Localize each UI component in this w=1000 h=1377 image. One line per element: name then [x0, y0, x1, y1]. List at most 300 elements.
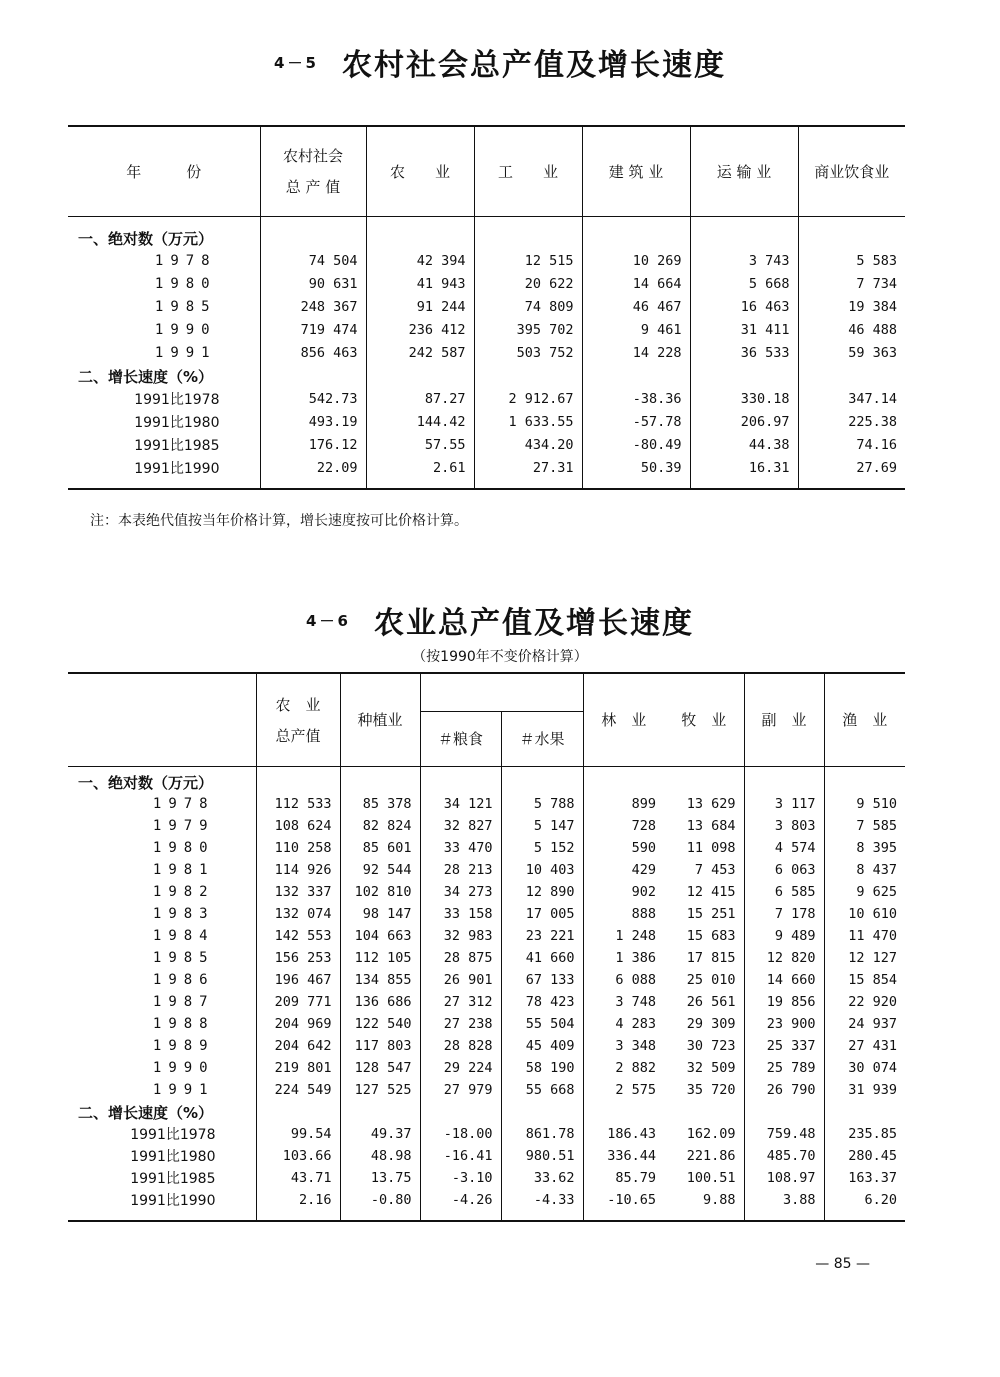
table-row	[68, 387, 905, 410]
data-cell: 108 624	[256, 815, 340, 837]
data-cell: 6 585	[744, 881, 824, 903]
data-cell: 434.20	[474, 433, 582, 456]
data-cell: 48.98	[340, 1145, 420, 1167]
data-cell: 236 412	[366, 318, 474, 341]
data-cell: 57.55	[366, 433, 474, 456]
data-cell: 24 937	[824, 1013, 905, 1035]
data-cell: -38.36	[582, 387, 690, 410]
row-label: 1982	[152, 884, 215, 900]
data-cell: 4 574	[744, 837, 824, 859]
data-cell: 3 743	[690, 249, 798, 272]
data-cell: 31 411	[690, 318, 798, 341]
data-cell: 280.45	[824, 1145, 905, 1167]
t1-header-total-line1: 农村社会	[282, 147, 343, 166]
table2-title: 农业总产值及增长速度	[373, 606, 694, 641]
data-cell: 28 213	[420, 859, 501, 881]
row-label: 1979	[152, 818, 215, 834]
data-cell: 27 312	[420, 991, 501, 1013]
data-cell: 248 367	[260, 295, 366, 318]
data-cell: 888	[583, 903, 664, 925]
data-cell: 162.09	[686, 1126, 736, 1142]
t2-header-stub	[68, 673, 256, 766]
data-cell: 74.16	[798, 433, 905, 456]
section-row	[68, 364, 905, 387]
data-cell: 132 074	[256, 903, 340, 925]
section-heading: 二、增长速度（%）	[78, 1104, 214, 1122]
empty-cell	[340, 1211, 420, 1221]
data-cell: 103.66	[256, 1145, 340, 1167]
table1-title: 农村社会总产值及增长速度	[341, 48, 726, 83]
t2-header-sideline: 副 业	[744, 673, 824, 766]
table-row	[68, 991, 905, 1013]
data-cell: 10 269	[582, 249, 690, 272]
data-cell: 1 633.55	[474, 410, 582, 433]
data-cell: 22.09	[260, 456, 366, 479]
data-cell: 91 244	[366, 295, 474, 318]
data-cell: 132 337	[256, 881, 340, 903]
section-heading: 二、增长速度（%）	[78, 368, 214, 386]
table-row	[68, 1057, 905, 1079]
table-row	[68, 272, 905, 295]
data-cell: 90 631	[260, 272, 366, 295]
data-cell: 34 273	[420, 881, 501, 903]
data-cell: -16.41	[420, 1145, 501, 1167]
data-cell: 108.97	[744, 1167, 824, 1189]
empty-cell	[824, 766, 905, 793]
data-cell: 12 890	[501, 881, 583, 903]
data-cell: 49.37	[340, 1123, 420, 1145]
data-cell: 46 467	[582, 295, 690, 318]
table-row	[68, 295, 905, 318]
data-cell: 224 549	[256, 1079, 340, 1101]
t2-header-crops-sub-spacer	[420, 673, 583, 711]
table-row	[68, 1079, 905, 1101]
data-cell: 163.37	[824, 1167, 905, 1189]
row-label: 1991比1980	[130, 1149, 216, 1165]
section-heading: 一、绝对数（万元）	[78, 230, 214, 248]
data-cell: 395 702	[474, 318, 582, 341]
data-cell: 12 515	[474, 249, 582, 272]
empty-cell	[798, 216, 905, 249]
data-cell: 112 105	[340, 947, 420, 969]
data-cell: 2.61	[366, 456, 474, 479]
data-cell: 36 533	[690, 341, 798, 364]
data-cell: 7 734	[798, 272, 905, 295]
table1-number: 4－5	[274, 53, 319, 72]
row-label: 1991比1980	[134, 414, 220, 431]
data-cell: -0.80	[340, 1189, 420, 1211]
data-cell: -80.49	[582, 433, 690, 456]
data-cell: 16.31	[690, 456, 798, 479]
table-row	[68, 249, 905, 272]
data-cell: 25 789	[744, 1057, 824, 1079]
data-cell: 186.43	[583, 1123, 664, 1145]
data-cell: 74 809	[474, 295, 582, 318]
table-row	[68, 969, 905, 991]
data-cell: 29 224	[420, 1057, 501, 1079]
data-cell: 31 939	[824, 1079, 905, 1101]
row-label: 1984	[152, 928, 215, 944]
data-cell: 759.48	[744, 1123, 824, 1145]
row-label: 1980	[154, 275, 217, 292]
data-cell: 204 969	[256, 1013, 340, 1035]
t1-header-year: 年 份	[126, 162, 202, 181]
data-cell: 26 561	[686, 994, 736, 1010]
empty-cell	[798, 364, 905, 387]
row-label: 1990	[154, 321, 217, 338]
data-cell: 114 926	[256, 859, 340, 881]
empty-cell	[744, 1211, 824, 1221]
data-cell: 35 720	[686, 1082, 736, 1098]
data-cell: 902	[583, 881, 664, 903]
empty-cell	[474, 364, 582, 387]
data-cell: 30 723	[686, 1038, 736, 1054]
data-cell: 32 983	[420, 925, 501, 947]
data-cell: 12 415	[686, 884, 736, 900]
data-cell: 330.18	[690, 387, 798, 410]
t2-header-total-line1: 农 业	[275, 695, 321, 714]
data-cell: 13 684	[686, 818, 736, 834]
data-cell: 6 088	[583, 969, 664, 991]
empty-cell	[744, 1101, 824, 1123]
data-cell: 11 470	[824, 925, 905, 947]
data-cell: 27.69	[798, 456, 905, 479]
data-cell: 29 309	[686, 1016, 736, 1032]
data-cell: 3 348	[583, 1035, 664, 1057]
data-cell: 9 461	[582, 318, 690, 341]
table-row	[68, 793, 905, 815]
empty-cell	[798, 479, 905, 489]
data-cell: 590	[583, 837, 664, 859]
data-cell: 117 803	[340, 1035, 420, 1057]
data-cell: 33 158	[420, 903, 501, 925]
data-cell: 46 488	[798, 318, 905, 341]
row-label: 1991比1990	[130, 1193, 216, 1209]
data-cell: 30 074	[824, 1057, 905, 1079]
table2-subtitle: （按1990年不变价格计算）	[412, 649, 588, 665]
spacer-row	[68, 1211, 905, 1221]
page-number: — 85 —	[815, 1256, 870, 1272]
table-row	[68, 925, 905, 947]
data-cell: -4.26	[420, 1189, 501, 1211]
data-cell: 13 629	[686, 796, 736, 812]
data-cell: 3.88	[744, 1189, 824, 1211]
row-label: 1990	[152, 1060, 215, 1076]
data-cell: 32 509	[686, 1060, 736, 1076]
row-label: 1978	[152, 796, 215, 812]
t1-header-commerce: 商业饮食业	[798, 126, 905, 216]
data-cell: 17 005	[501, 903, 583, 925]
data-cell: 33.62	[501, 1167, 583, 1189]
table-row	[68, 837, 905, 859]
data-cell: 485.70	[744, 1145, 824, 1167]
empty-cell	[690, 364, 798, 387]
data-cell: 7 453	[694, 862, 736, 878]
data-cell: 27.31	[474, 456, 582, 479]
data-cell: 5 788	[501, 793, 583, 815]
data-cell: 899	[583, 793, 664, 815]
data-cell: -10.65	[583, 1189, 664, 1211]
t2-header-fishery: 渔 业	[824, 673, 905, 766]
data-cell: 42 394	[366, 249, 474, 272]
section-row	[68, 216, 905, 249]
table-row	[68, 903, 905, 925]
data-cell: 856 463	[260, 341, 366, 364]
table-row	[68, 881, 905, 903]
data-cell: 728	[583, 815, 664, 837]
data-cell: 6 063	[744, 859, 824, 881]
empty-cell	[260, 364, 366, 387]
data-cell: 45 409	[501, 1035, 583, 1057]
empty-cell	[501, 766, 583, 793]
data-cell: 82 824	[340, 815, 420, 837]
data-cell: 3 117	[744, 793, 824, 815]
t2-header-total	[256, 673, 340, 766]
t1-header-total-line2: 总 产 值	[285, 178, 341, 197]
empty-cell	[68, 479, 260, 489]
empty-cell	[340, 766, 420, 793]
t2-header-total-line2: 总产值	[275, 726, 321, 745]
row-label: 1987	[152, 994, 215, 1010]
data-cell: 221.86	[686, 1148, 736, 1164]
data-cell: 429	[583, 859, 664, 881]
empty-cell	[824, 1101, 905, 1123]
table1	[68, 125, 905, 490]
data-cell: 23 221	[501, 925, 583, 947]
empty-cell	[256, 1211, 340, 1221]
data-cell: 122 540	[340, 1013, 420, 1035]
data-cell: 26 901	[420, 969, 501, 991]
row-label: 1991比1978	[130, 1127, 216, 1143]
empty-cell	[256, 766, 340, 793]
empty-cell	[664, 1101, 744, 1123]
data-cell: 44.38	[690, 433, 798, 456]
row-label: 1991比1985	[134, 437, 220, 454]
data-cell: 16 463	[690, 295, 798, 318]
data-cell: 19 384	[798, 295, 905, 318]
empty-cell	[824, 1211, 905, 1221]
section-row	[68, 766, 905, 793]
empty-cell	[366, 364, 474, 387]
data-cell: 14 660	[744, 969, 824, 991]
empty-cell	[583, 1101, 664, 1123]
data-cell: -3.10	[420, 1167, 501, 1189]
row-label: 1989	[152, 1038, 215, 1054]
data-cell: 347.14	[798, 387, 905, 410]
empty-cell	[583, 1211, 664, 1221]
data-cell: 27 238	[420, 1013, 501, 1035]
data-cell: 503 752	[474, 341, 582, 364]
row-label: 1983	[152, 906, 215, 922]
table-row	[68, 1145, 905, 1167]
data-cell: 719 474	[260, 318, 366, 341]
row-label: 1991比1978	[134, 391, 220, 408]
data-cell: 6.20	[824, 1189, 905, 1211]
t1-header-construction: 建 筑 业	[582, 126, 690, 216]
data-cell: 156 253	[256, 947, 340, 969]
t2-header-crops: 种植业	[340, 673, 420, 766]
row-label: 1981	[152, 862, 215, 878]
data-cell: 22 920	[824, 991, 905, 1013]
data-cell: 1 248	[583, 925, 664, 947]
empty-cell	[260, 216, 366, 249]
row-label: 1980	[152, 840, 215, 856]
data-cell: 25 337	[744, 1035, 824, 1057]
t1-header-agri: 农 业	[366, 126, 474, 216]
data-cell: 144.42	[366, 410, 474, 433]
data-cell: 7 585	[824, 815, 905, 837]
data-cell: 59 363	[798, 341, 905, 364]
data-cell: 92 544	[340, 859, 420, 881]
table-row	[68, 341, 905, 364]
data-cell: 2 912.67	[474, 387, 582, 410]
table-row	[68, 456, 905, 479]
data-cell: 12 127	[824, 947, 905, 969]
data-cell: 55 504	[501, 1013, 583, 1035]
data-cell: 225.38	[798, 410, 905, 433]
row-label: 1978	[154, 252, 217, 269]
data-cell: 542.73	[260, 387, 366, 410]
table-row	[68, 1013, 905, 1035]
data-cell: 5 152	[501, 837, 583, 859]
table1-title-block	[0, 40, 1000, 84]
data-cell: 74 504	[260, 249, 366, 272]
table-row	[68, 947, 905, 969]
data-cell: 219 801	[256, 1057, 340, 1079]
data-cell: 41 943	[366, 272, 474, 295]
t1-header-transport: 运 输 业	[690, 126, 798, 216]
data-cell: 4 283	[583, 1013, 664, 1035]
data-cell: 980.51	[501, 1145, 583, 1167]
data-cell: 14 664	[582, 272, 690, 295]
data-cell: 23 900	[744, 1013, 824, 1035]
data-cell: 9 510	[824, 793, 905, 815]
empty-cell	[690, 216, 798, 249]
empty-cell	[260, 479, 366, 489]
data-cell: -57.78	[582, 410, 690, 433]
data-cell: 15 251	[686, 906, 736, 922]
empty-cell	[68, 1211, 256, 1221]
data-cell: 13.75	[340, 1167, 420, 1189]
spacer-row	[68, 479, 905, 489]
row-label: 1991	[152, 1082, 215, 1098]
data-cell: 20 622	[474, 272, 582, 295]
data-cell: 3 748	[583, 991, 664, 1013]
t2-header-husbandry: 牧 业	[681, 711, 727, 730]
data-cell: 176.12	[260, 433, 366, 456]
data-cell: 85 601	[340, 837, 420, 859]
data-cell: 128 547	[340, 1057, 420, 1079]
t2-header-forestry: 林 业	[583, 673, 664, 766]
data-cell: 11 098	[686, 840, 736, 856]
data-cell: 9 625	[824, 881, 905, 903]
data-cell: 102 810	[340, 881, 420, 903]
data-cell: 9 489	[744, 925, 824, 947]
data-cell: 110 258	[256, 837, 340, 859]
data-cell: -4.33	[501, 1189, 583, 1211]
data-cell: 196 467	[256, 969, 340, 991]
empty-cell	[366, 479, 474, 489]
table-row	[68, 1035, 905, 1057]
data-cell: 28 875	[420, 947, 501, 969]
data-cell: 19 856	[744, 991, 824, 1013]
empty-cell	[366, 216, 474, 249]
data-cell: 85 378	[340, 793, 420, 815]
data-cell: 26 790	[744, 1079, 824, 1101]
table-row	[68, 433, 905, 456]
data-cell: 2 882	[583, 1057, 664, 1079]
data-cell: 58 190	[501, 1057, 583, 1079]
data-cell: 32 827	[420, 815, 501, 837]
table1-note: 注：本表绝代值按当年价格计算，增长速度按可比价格计算。	[90, 513, 468, 529]
row-label: 1988	[152, 1016, 215, 1032]
table-row	[68, 318, 905, 341]
empty-cell	[582, 216, 690, 249]
data-cell: 50.39	[582, 456, 690, 479]
empty-cell	[474, 216, 582, 249]
table-row	[68, 1167, 905, 1189]
table2-title-block	[0, 598, 1000, 642]
empty-cell	[583, 766, 664, 793]
data-cell: 55 668	[501, 1079, 583, 1101]
empty-cell	[340, 1101, 420, 1123]
empty-cell	[664, 766, 744, 793]
table-row	[68, 410, 905, 433]
data-cell: 85.79	[583, 1167, 664, 1189]
empty-cell	[744, 766, 824, 793]
table2-number: 4－6	[306, 611, 351, 630]
data-cell: 2 575	[583, 1079, 664, 1101]
data-cell: 78 423	[501, 991, 583, 1013]
data-cell: 7 178	[744, 903, 824, 925]
data-cell: 861.78	[501, 1123, 583, 1145]
data-cell: 5 668	[690, 272, 798, 295]
data-cell: 28 828	[420, 1035, 501, 1057]
data-cell: 8 437	[824, 859, 905, 881]
data-cell: 99.54	[256, 1123, 340, 1145]
data-cell: 134 855	[340, 969, 420, 991]
data-cell: 41 660	[501, 947, 583, 969]
data-cell: 5 583	[798, 249, 905, 272]
empty-cell	[664, 1211, 744, 1221]
table-row	[68, 859, 905, 881]
data-cell: 27 431	[824, 1035, 905, 1057]
data-cell: 493.19	[260, 410, 366, 433]
data-cell: -18.00	[420, 1123, 501, 1145]
data-cell: 206.97	[690, 410, 798, 433]
empty-cell	[582, 479, 690, 489]
empty-cell	[420, 766, 501, 793]
section-heading: 一、绝对数（万元）	[78, 774, 214, 792]
data-cell: 127 525	[340, 1079, 420, 1101]
empty-cell	[256, 1101, 340, 1123]
data-cell: 9.88	[702, 1192, 736, 1208]
data-cell: 8 395	[824, 837, 905, 859]
row-label: 1985	[154, 298, 217, 315]
empty-cell	[474, 479, 582, 489]
empty-cell	[690, 479, 798, 489]
data-cell: 12 820	[744, 947, 824, 969]
t2-header-grain: ＃粮食	[420, 711, 501, 766]
table-row	[68, 1189, 905, 1211]
data-cell: 17 815	[686, 950, 736, 966]
data-cell: 235.85	[824, 1123, 905, 1145]
empty-cell	[501, 1101, 583, 1123]
data-cell: 15 683	[686, 928, 736, 944]
data-cell: 10 403	[501, 859, 583, 881]
data-cell: 104 663	[340, 925, 420, 947]
data-cell: 98 147	[340, 903, 420, 925]
